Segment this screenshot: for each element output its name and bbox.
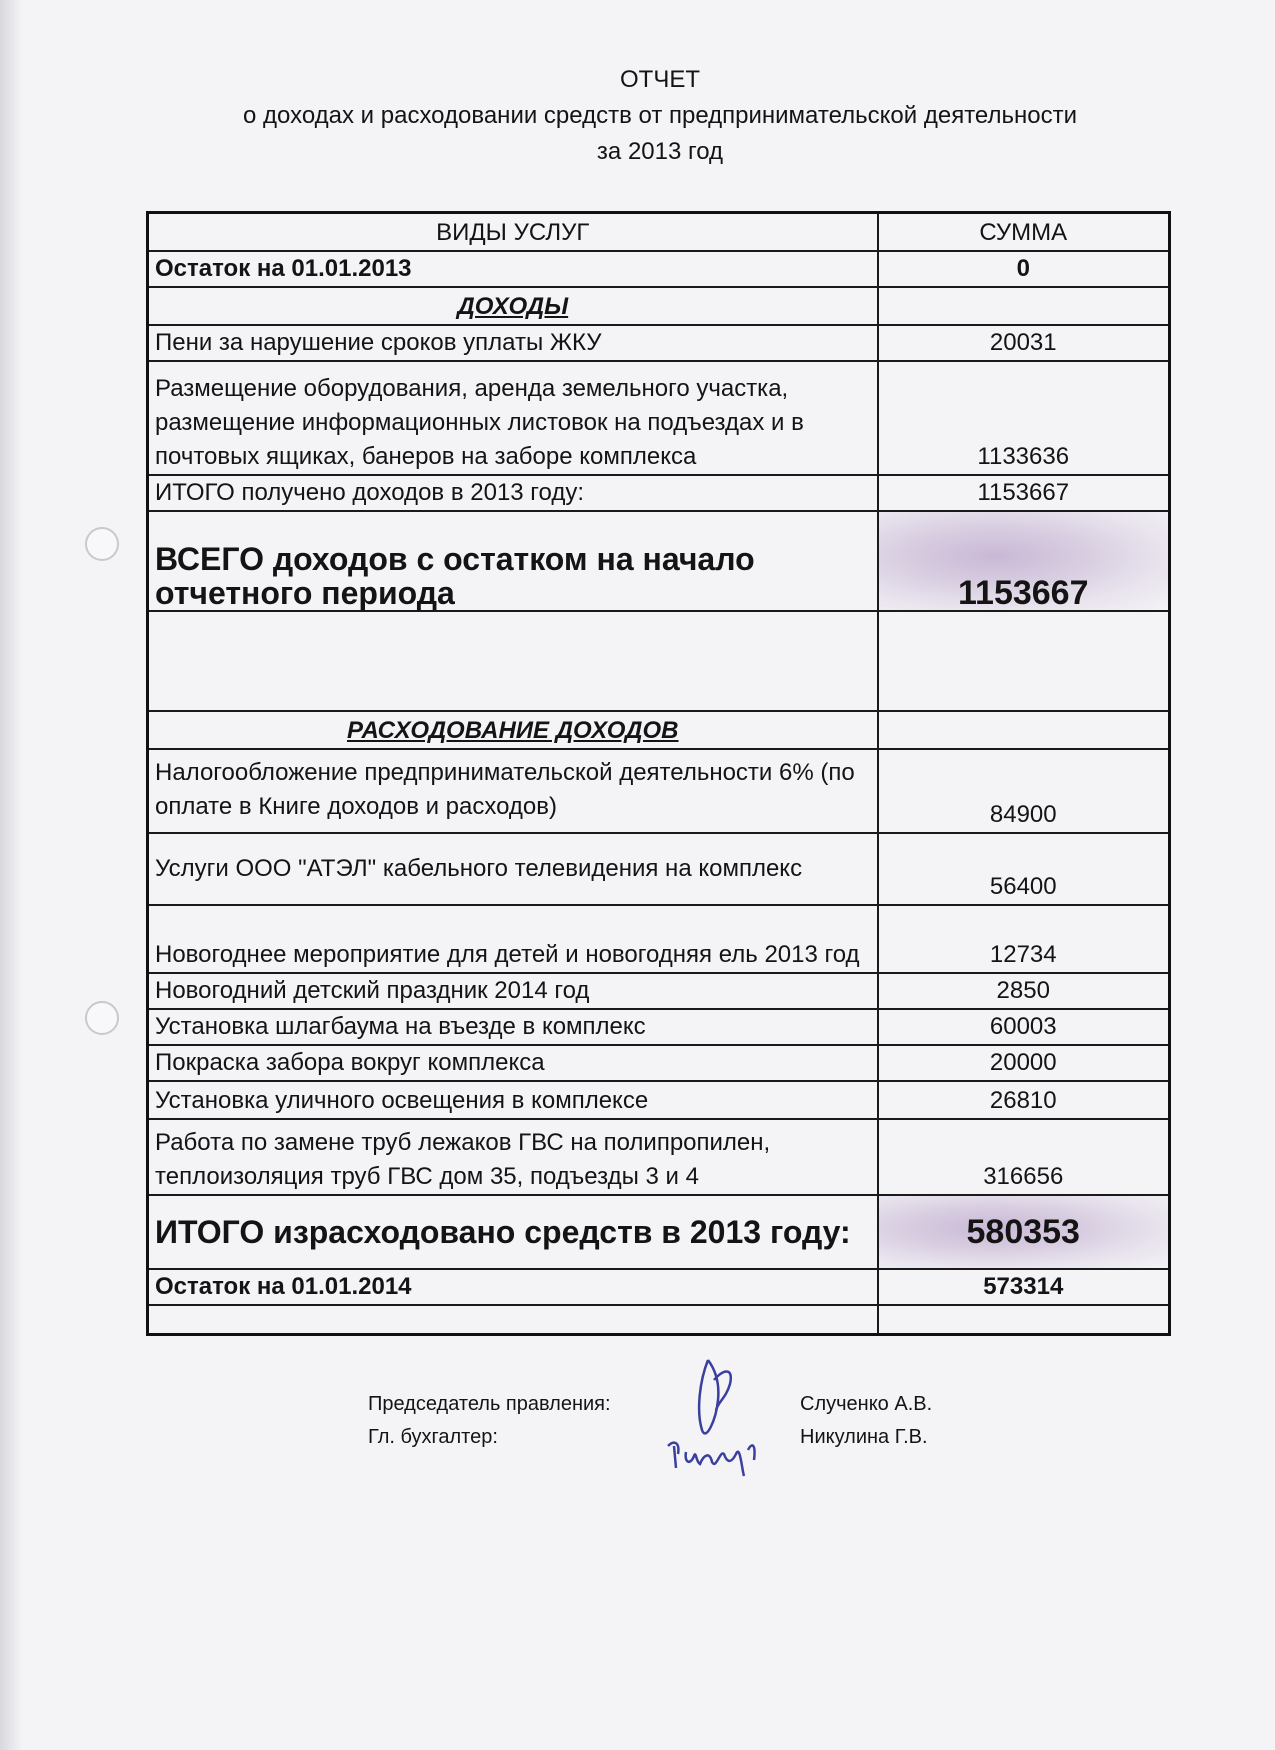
grand-total-value: 1153667 <box>878 511 1170 611</box>
expense-total-label: ИТОГО израсходовано средств в 2013 году: <box>148 1195 878 1269</box>
report-table <box>146 211 1171 1336</box>
table-header-row <box>148 213 1170 251</box>
expense-label: Новогоднее мероприятие для детей и новогодняя ель 2013 год <box>148 905 878 973</box>
report-header <box>140 62 1180 170</box>
expense-label: Налогообложение предпринимательской деятельности 6% (по оплате в Книге доходов и расходов) <box>148 749 878 833</box>
expense-label: Покраска забора вокруг комплекса <box>148 1045 878 1081</box>
income-value: 1133636 <box>878 361 1170 475</box>
income-label: Пени за нарушение сроков уплаты ЖКУ <box>148 325 878 361</box>
accountant-role: Гл. бухгалтер: <box>368 1426 498 1448</box>
empty-cell <box>878 1305 1170 1335</box>
expense-label: Услуги ООО "АТЭЛ" кабельного телевидения на комплекс <box>148 833 878 905</box>
table-row <box>148 361 1170 475</box>
expense-section-row <box>148 711 1170 749</box>
income-total-row <box>148 475 1170 511</box>
expense-label: Установка шлагбаума на въезде в комплекс <box>148 1009 878 1045</box>
empty-cell <box>148 611 878 711</box>
opening-balance-row <box>148 251 1170 287</box>
income-total-label: ИТОГО получено доходов в 2013 году: <box>148 475 878 511</box>
expense-value: 84900 <box>878 749 1170 833</box>
table-row <box>148 1045 1170 1081</box>
income-section-row <box>148 287 1170 325</box>
punch-hole <box>85 527 119 561</box>
signatures-block <box>368 1388 948 1454</box>
expense-value: 26810 <box>878 1081 1170 1119</box>
table-row <box>148 325 1170 361</box>
empty-cell <box>148 1305 878 1335</box>
expense-label: Установка уличного освещения в комплексе <box>148 1081 878 1119</box>
table-row <box>148 833 1170 905</box>
income-section-title: ДОХОДЫ <box>148 287 878 325</box>
grand-total-label: ВСЕГО доходов с остатком на начало отчетного периода <box>148 511 878 611</box>
report-subtitle: о доходах и расходовании средств от предпринимательской деятельности <box>243 102 1077 129</box>
column-header-sum: СУММА <box>878 213 1170 251</box>
expense-label: Новогодний детский праздник 2014 год <box>148 973 878 1009</box>
table-row <box>148 973 1170 1009</box>
expense-value: 2850 <box>878 973 1170 1009</box>
column-header-type: ВИДЫ УСЛУГ <box>148 213 878 251</box>
accountant-name: Никулина Г.В. <box>800 1426 928 1448</box>
chair-role: Председатель правления: <box>368 1393 611 1415</box>
opening-balance-label: Остаток на 01.01.2013 <box>148 251 878 287</box>
table-row <box>148 905 1170 973</box>
expense-value: 56400 <box>878 833 1170 905</box>
income-label: Размещение оборудования, аренда земельного участка, размещение информационных листовок на подъездах и в почтовых ящиках, банеров на заборе комплекса <box>148 361 878 475</box>
closing-balance-value: 573314 <box>878 1269 1170 1305</box>
grand-total-row <box>148 511 1170 611</box>
expense-value: 60003 <box>878 1009 1170 1045</box>
income-total-value: 1153667 <box>878 475 1170 511</box>
expense-total-value: 580353 <box>878 1195 1170 1269</box>
empty-row <box>148 611 1170 711</box>
report-title: ОТЧЕТ <box>620 66 700 93</box>
expense-section-title: РАСХОДОВАНИЕ ДОХОДОВ <box>148 711 878 749</box>
empty-cell <box>878 611 1170 711</box>
report-period: за 2013 год <box>596 138 724 165</box>
chair-name: Слученко А.В. <box>800 1393 933 1415</box>
closing-balance-label: Остаток на 01.01.2014 <box>148 1269 878 1305</box>
closing-balance-row <box>148 1269 1170 1305</box>
page-edge-shadow <box>0 0 22 1750</box>
punch-hole <box>85 1001 119 1035</box>
expense-label: Работа по замене труб лежаков ГВС на полипропилен, теплоизоляция труб ГВС дом 35, подъезды 3 и 4 <box>148 1119 878 1195</box>
table-row <box>148 1009 1170 1045</box>
chair-signature-row <box>368 1388 948 1421</box>
opening-balance-value: 0 <box>878 251 1170 287</box>
expense-value: 316656 <box>878 1119 1170 1195</box>
empty-cell <box>878 287 1170 325</box>
table-row <box>148 749 1170 833</box>
income-value: 20031 <box>878 325 1170 361</box>
expense-value: 12734 <box>878 905 1170 973</box>
table-row <box>148 1119 1170 1195</box>
expense-value: 20000 <box>878 1045 1170 1081</box>
empty-row <box>148 1305 1170 1335</box>
table-row <box>148 1081 1170 1119</box>
empty-cell <box>878 711 1170 749</box>
accountant-signature-row <box>368 1421 948 1454</box>
expense-total-row <box>148 1195 1170 1269</box>
